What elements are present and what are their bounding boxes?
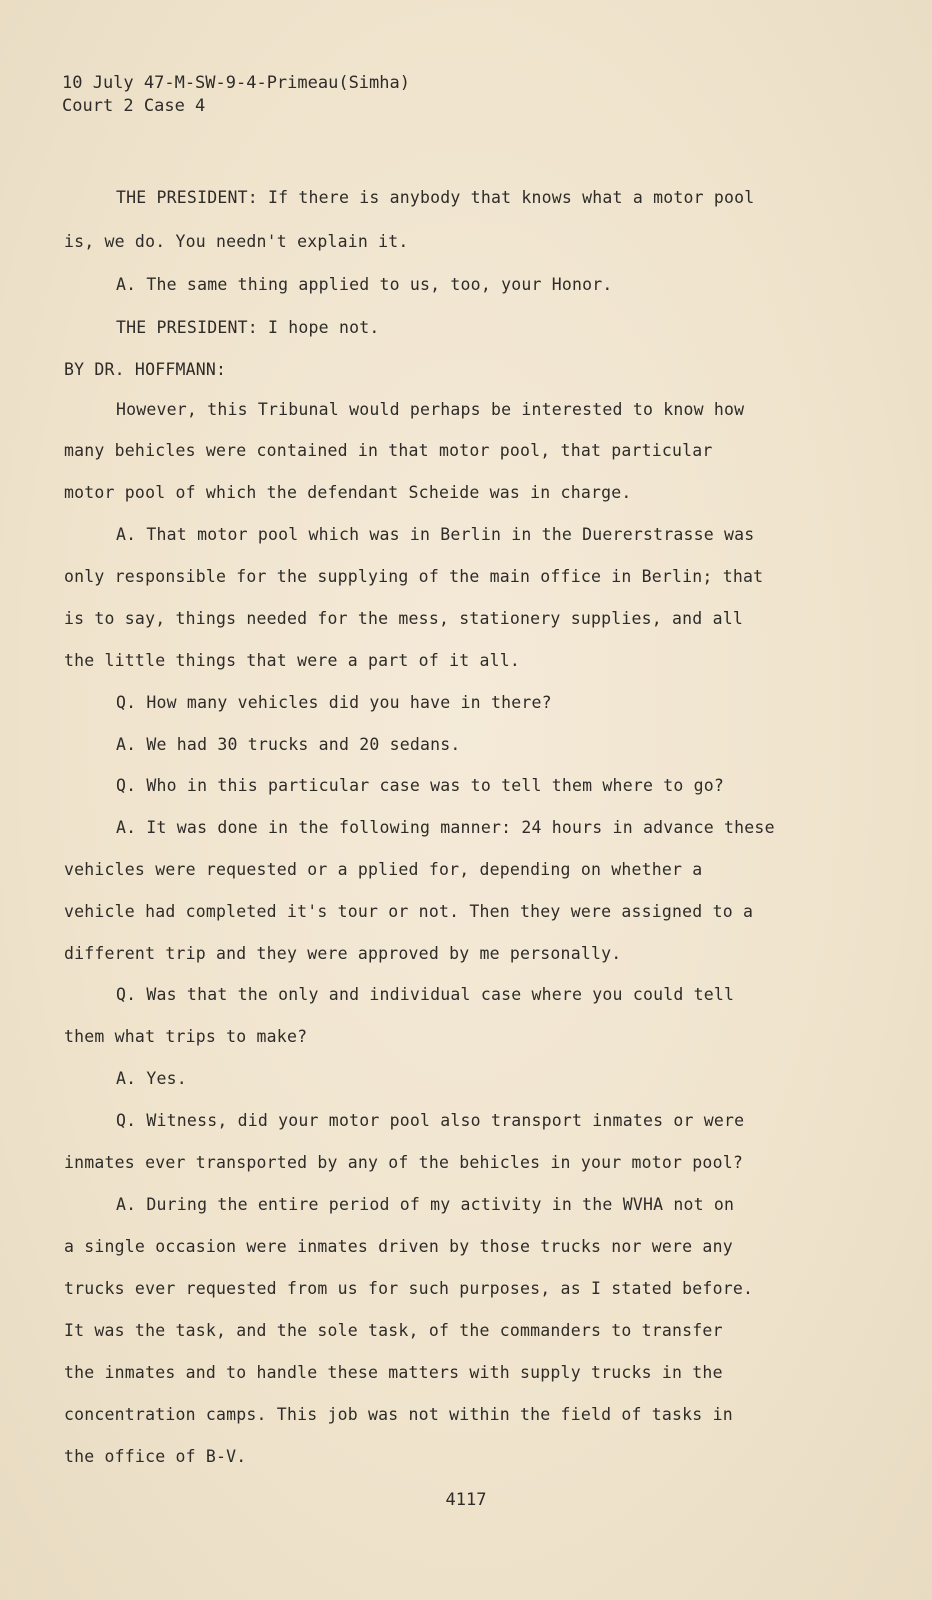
transcript-line: the inmates and to handle these matters with supply trucks in the (64, 1363, 723, 1382)
transcript-line: THE PRESIDENT: I hope not. (116, 318, 380, 337)
transcript-line: It was the task, and the sole task, of the commanders to transfer (64, 1321, 723, 1340)
transcript-line: However, this Tribunal would perhaps be interested to know how (116, 400, 745, 419)
transcript-line: BY DR. HOFFMANN: (64, 360, 227, 379)
transcript-line: vehicle had completed it's tour or not. Then they were assigned to a (64, 902, 754, 921)
header-court-case: Court 2 Case 4 (62, 96, 206, 116)
transcript-line: concentration camps. This job was not within the field of tasks in (64, 1405, 733, 1424)
transcript-line: inmates ever transported by any of the behicles in your motor pool? (64, 1153, 743, 1172)
header-case-reference: 10 July 47-M-SW-9-4-Primeau(Simha) (62, 73, 410, 93)
transcript-line: motor pool of which the defendant Scheide was in charge. (64, 483, 632, 502)
transcript-line: THE PRESIDENT: If there is anybody that knows what a motor pool (116, 188, 755, 207)
transcript-line: Q. Who in this particular case was to tell them where to go? (116, 776, 725, 795)
transcript-line: A. That motor pool which was in Berlin in the Duererstrasse was (116, 525, 755, 544)
transcript-line: Q. Witness, did your motor pool also transport inmates or were (116, 1111, 745, 1130)
transcript-line: a single occasion were inmates driven by those trucks nor were any (64, 1237, 733, 1256)
transcript-line: A. We had 30 trucks and 20 sedans. (116, 735, 461, 754)
page-number: 4117 (445, 1490, 487, 1510)
transcript-line: only responsible for the supplying of the main office in Berlin; that (64, 567, 764, 586)
transcript-line: A. The same thing applied to us, too, your Honor. (116, 275, 613, 294)
transcript-line: is, we do. You needn't explain it. (64, 232, 409, 251)
transcript-line: is to say, things needed for the mess, stationery supplies, and all (64, 609, 743, 628)
transcript-line: the little things that were a part of it all. (64, 651, 521, 670)
transcript-line: them what trips to make? (64, 1027, 308, 1046)
transcript-line: many behicles were contained in that motor pool, that particular (64, 441, 713, 460)
transcript-line: vehicles were requested or a pplied for, depending on whether a (64, 860, 703, 879)
transcript-line: trucks ever requested from us for such purposes, as I stated before. (64, 1279, 754, 1298)
transcript-line: different trip and they were approved by me personally. (64, 944, 622, 963)
transcript-line: Q. Was that the only and individual case where you could tell (116, 985, 735, 1004)
transcript-line: A. It was done in the following manner: 24 hours in advance these (116, 818, 775, 837)
transcript-line: Q. How many vehicles did you have in there? (116, 693, 552, 712)
transcript-line: A. Yes. (116, 1069, 187, 1088)
transcript-line: the office of B-V. (64, 1447, 247, 1466)
transcript-line: A. During the entire period of my activity in the WVHA not on (116, 1195, 735, 1214)
document-header (62, 72, 410, 118)
